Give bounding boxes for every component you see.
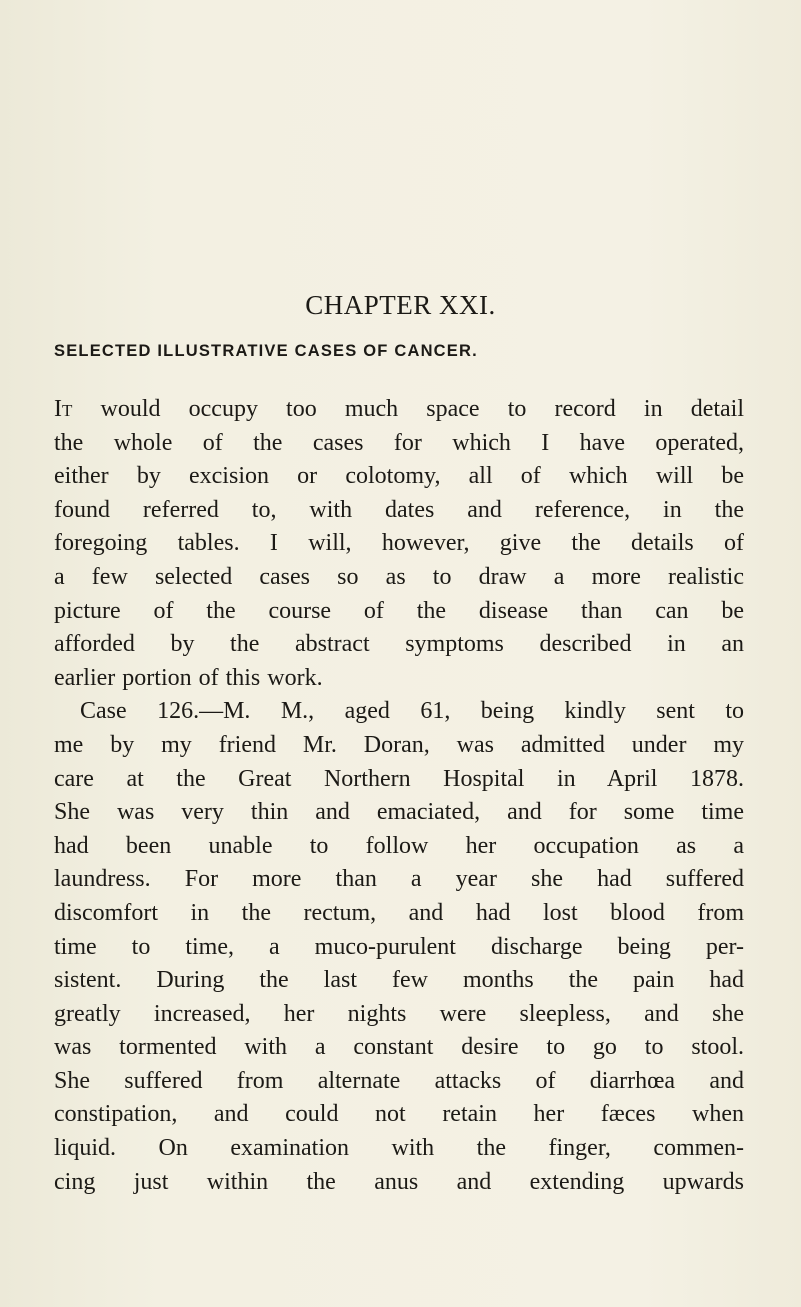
text-line: She was very thin and emaciated, and for some time	[54, 799, 744, 826]
text-line: constipation, and could not retain her fæces when	[54, 1101, 744, 1128]
text-line: had been unable to follow her occupation as a	[54, 832, 744, 859]
text-line: care at the Great Northern Hospital in April 1878.	[54, 765, 744, 792]
text-line: foregoing tables. I will, however, give the details of	[54, 530, 744, 557]
section-heading: SELECTED ILLUSTRATIVE CASES OF CANCER.	[54, 342, 478, 360]
text-line: time to time, a muco-purulent discharge being per-	[54, 933, 744, 960]
text-line: cing just within the anus and extending upwards	[54, 1168, 744, 1195]
text-line: me by my friend Mr. Doran, was admitted under my	[54, 731, 744, 758]
text-line: earlier portion of this work.	[54, 664, 323, 691]
text-line: a few selected cases so as to draw a more realistic	[54, 563, 744, 590]
text-line: was tormented with a constant desire to go to stool.	[54, 1034, 744, 1061]
text-line: It would occupy too much space to record in detail	[54, 396, 744, 422]
text-line: She suffered from alternate attacks of diarrhœa and	[54, 1067, 744, 1094]
body-text	[54, 393, 744, 1199]
text-line: greatly increased, her nights were sleepless, and she	[54, 1000, 744, 1027]
text-line: afforded by the abstract symptoms described in an	[54, 631, 744, 658]
text-line: discomfort in the rectum, and had lost blood from	[54, 899, 744, 926]
text-line: the whole of the cases for which I have operated,	[54, 429, 744, 456]
text-line: found referred to, with dates and reference, in the	[54, 496, 744, 523]
text-line: sistent. During the last few months the pain had	[54, 967, 744, 994]
first-word: It	[54, 396, 73, 422]
text-line: liquid. On examination with the finger, commen-	[54, 1135, 744, 1162]
text-line: laundress. For more than a year she had suffered	[54, 866, 744, 893]
chapter-title: CHAPTER XXI.	[305, 290, 496, 320]
text-line: either by excision or colotomy, all of which will be	[54, 463, 744, 490]
text-line: Case 126.—M. M., aged 61, being kindly sent to	[80, 698, 744, 725]
text-line: picture of the course of the disease than can be	[54, 597, 744, 624]
